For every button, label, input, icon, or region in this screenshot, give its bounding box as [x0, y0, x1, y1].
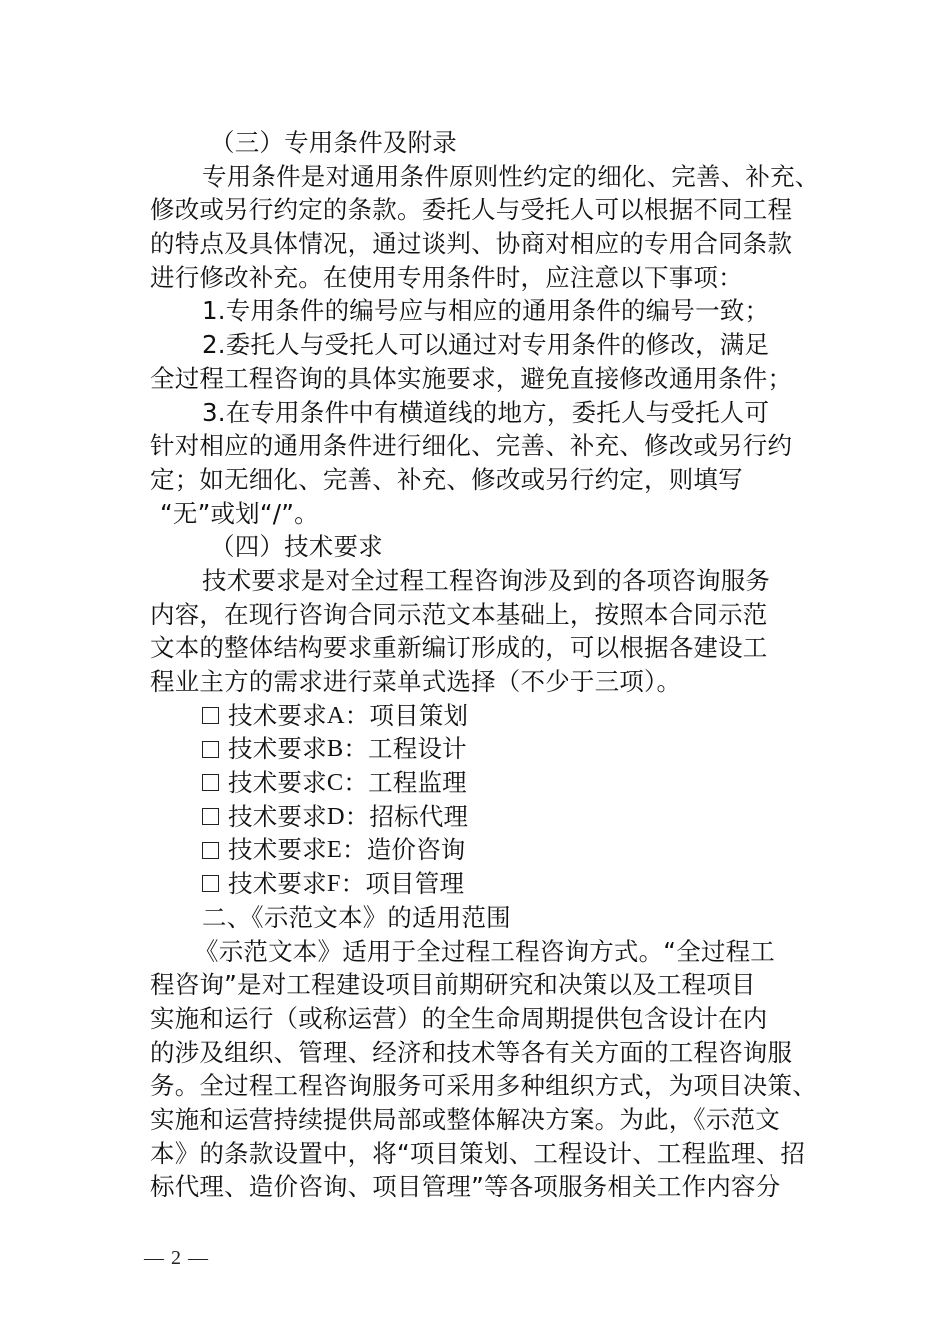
- paragraph-line: 《示范文本》适用于全过程工程咨询方式。“全过程工: [194, 936, 775, 966]
- option-separator: ：: [344, 801, 370, 831]
- option-technical-requirement-b[interactable]: [150, 732, 804, 766]
- paragraph-line: 的涉及组织、管理、经济和技术等各有关方面的工程咨询服: [150, 1037, 793, 1067]
- option-code: E: [326, 836, 342, 864]
- option-label: 技术要求: [228, 734, 327, 764]
- option-technical-requirement-c[interactable]: [150, 766, 804, 800]
- checkbox-icon[interactable]: [202, 808, 219, 825]
- option-label: 技术要求: [228, 869, 327, 899]
- option-value: 工程设计: [368, 734, 467, 764]
- option-separator: ：: [343, 734, 369, 764]
- option-code: F: [326, 870, 341, 898]
- option-code: C: [326, 769, 344, 797]
- option-code: A: [326, 701, 345, 729]
- option-technical-requirement-d[interactable]: [150, 800, 804, 834]
- option-separator: ：: [341, 835, 367, 865]
- checkbox-icon[interactable]: [202, 741, 219, 758]
- option-technical-requirement-a[interactable]: [150, 699, 804, 733]
- paragraph-line: 程业主方的需求进行菜单式选择（不少于三项）。: [150, 667, 682, 696]
- list-item-3-cont: 定；如无细化、完善、补充、修改或另行约定，则填写: [150, 464, 743, 494]
- paragraph-line: 务。全过程工程咨询服务可采用多种组织方式，为项目决策、: [150, 1071, 817, 1101]
- paragraph-line: 程咨询”是对工程建设项目前期研究和决策以及工程项目: [150, 970, 756, 1000]
- option-code: D: [326, 802, 345, 830]
- option-value: 造价咨询: [366, 835, 466, 865]
- list-item-3-cont: 针对相应的通用条件进行细化、完善、补充、修改或另行约: [150, 431, 793, 461]
- option-label: 技术要求: [228, 700, 327, 730]
- list-item-1: 1.专用条件的编号应与相应的通用条件的编号一致；: [202, 296, 770, 326]
- checkbox-icon[interactable]: [202, 842, 219, 859]
- section-heading-scope: 二、《示范文本》的适用范围: [202, 902, 511, 932]
- checkbox-icon[interactable]: [202, 875, 219, 892]
- option-label: 技术要求: [228, 768, 327, 798]
- paragraph-line: 实施和运营持续提供局部或整体解决方案。为此，《示范文: [150, 1104, 780, 1134]
- option-separator: ：: [340, 869, 366, 899]
- document-page: [150, 126, 820, 1204]
- option-label: 技术要求: [228, 835, 327, 865]
- paragraph-line: 实施和运行（或称运营）的全生命周期提供包含设计在内: [150, 1003, 768, 1033]
- paragraph-line: 专用条件是对通用条件原则性约定的细化、完善、补充、: [202, 161, 820, 191]
- option-separator: ：: [344, 700, 370, 730]
- list-item-3: 3.在专用条件中有横道线的地方，委托人与受托人可: [202, 397, 770, 427]
- page-number: — 2 —: [144, 1247, 209, 1269]
- option-code: B: [326, 735, 344, 763]
- paragraph-line: 标代理、造价咨询、项目管理”等各项服务相关工作内容分: [150, 1172, 781, 1202]
- option-separator: ：: [343, 768, 369, 798]
- paragraph-line: 进行修改补充。在使用专用条件时，应注意以下事项：: [150, 262, 743, 292]
- checkbox-icon[interactable]: [202, 774, 219, 791]
- option-value: 项目管理: [365, 869, 465, 899]
- option-value: 工程监理: [368, 768, 467, 798]
- paragraph-line: 内容，在现行咨询合同示范文本基础上，按照本合同示范: [150, 599, 768, 629]
- option-value: 招标代理: [369, 801, 469, 831]
- paragraph-line: 本》的条款设置中，将“项目策划、工程设计、工程监理、招: [150, 1138, 806, 1168]
- paragraph-line: 技术要求是对全过程工程咨询涉及到的各项咨询服务: [202, 565, 771, 595]
- paragraph-line: 文本的整体结构要求重新编订形成的，可以根据各建设工: [150, 633, 768, 663]
- paragraph-line: 的特点及具体情况，通过谈判、协商对相应的专用合同条款: [150, 229, 793, 259]
- option-label: 技术要求: [228, 801, 327, 831]
- section-heading-special-conditions: （三）专用条件及附录: [210, 128, 457, 157]
- option-value: 项目策划: [369, 700, 469, 730]
- paragraph-line: 修改或另行约定的条款。委托人与受托人可以根据不同工程: [150, 195, 793, 225]
- list-item-3-cont: “无”或划“/”。: [160, 498, 319, 528]
- option-technical-requirement-e[interactable]: [150, 833, 804, 867]
- section-heading-technical-requirements: （四）技术要求: [210, 532, 383, 562]
- list-item-2: 2.委托人与受托人可以通过对专用条件的修改，满足: [202, 330, 770, 360]
- option-technical-requirement-f[interactable]: [150, 867, 804, 901]
- list-item-2-cont: 全过程工程咨询的具体实施要求，避免直接修改通用条件；: [150, 363, 793, 393]
- checkbox-icon[interactable]: [202, 707, 219, 724]
